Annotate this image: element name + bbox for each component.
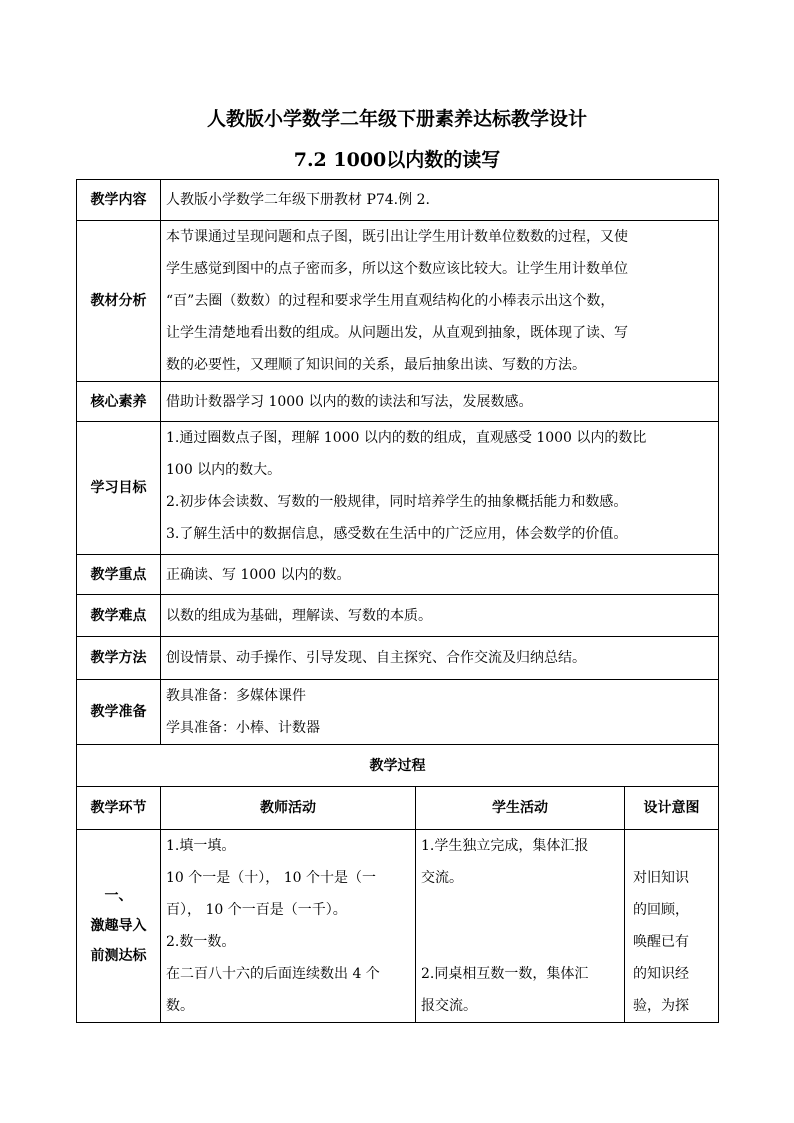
text-line — [421, 894, 619, 926]
text-line: 报交流。 — [421, 998, 477, 1014]
text-line: 2.数一数。 — [166, 934, 236, 950]
text-line: 百）， 10 个一百是（一千）。 — [166, 902, 347, 918]
row-prep — [77, 680, 719, 745]
lesson-plan-table — [76, 179, 719, 1023]
row-key — [77, 555, 719, 595]
design-purpose — [625, 830, 719, 1023]
text-line: 1.通过圈数点子图，理解 1000 以内的数的组成，直观感受 1000 以内的数比 — [166, 430, 647, 446]
row-method — [77, 637, 719, 680]
text-line: 教具准备：多媒体课件 — [166, 688, 306, 704]
column-header: 设计意图 — [625, 787, 719, 830]
literacy-text: 借助计数器学习 1000 以内的数的读法和写法，发展数感。 — [161, 382, 719, 422]
row-label: 学习目标 — [77, 422, 161, 555]
text-line: 1.填一填。 — [166, 838, 236, 854]
row-goals — [77, 422, 719, 555]
analysis-text — [161, 221, 719, 382]
text-line: 交流。 — [421, 870, 463, 886]
process-header-row — [77, 787, 719, 830]
text-line: 的回顾， — [633, 902, 689, 918]
row-label: 教材分析 — [77, 221, 161, 382]
method-text: 创设情景、动手操作、引导发现、自主探究、合作交流及归纳总结。 — [161, 637, 719, 680]
prep-text — [161, 680, 719, 745]
text-line: 10 个一是（十）， 10 个十是（一 — [166, 870, 376, 886]
row-analysis — [77, 221, 719, 382]
row-label: 教学难点 — [77, 595, 161, 637]
text-line — [421, 926, 619, 958]
goals-text — [161, 422, 719, 555]
difficulty-text: 以数的组成为基础，理解读、写数的本质。 — [161, 595, 719, 637]
text-line: 激趣导入 — [90, 918, 147, 934]
text-line — [633, 830, 710, 862]
row-label: 教学准备 — [77, 680, 161, 745]
text-line: 2.初步体会读数、写数的一般规律，同时培养学生的抽象概括能力和数感。 — [166, 494, 628, 510]
column-header: 教学环节 — [77, 787, 161, 830]
stage-name — [77, 830, 161, 1023]
text-line: 数。 — [166, 998, 194, 1014]
document-title: 人教版小学数学二年级下册素养达标教学设计 — [206, 108, 587, 130]
text-line: 验，为探 — [633, 998, 689, 1014]
text-line: 对旧知识 — [633, 870, 689, 886]
text-line: 的知识经 — [633, 966, 689, 982]
row-label: 教学内容 — [77, 180, 161, 221]
text-line: 一、 — [104, 888, 133, 904]
teacher-activity — [161, 830, 416, 1023]
text-line: 让学生清楚地看出数的组成。从问题出发，从直观到抽象，既体现了读、写 — [166, 325, 628, 341]
text-line: 1.学生独立完成，集体汇报 — [421, 838, 589, 854]
column-header: 教师活动 — [161, 787, 416, 830]
row-content — [77, 180, 719, 221]
content-text: 人教版小学数学二年级下册教材 P74.例 2. — [161, 180, 719, 221]
process-row-stage1 — [77, 830, 719, 1023]
text-line: 本节课通过呈现问题和点子图，既引出让学生用计数单位数数的过程，又使 — [166, 229, 628, 245]
text-line: 2.同桌相互数一数，集体汇 — [421, 966, 589, 982]
key-text: 正确读、写 1000 以内的数。 — [161, 555, 719, 595]
row-label: 教学重点 — [77, 555, 161, 595]
column-header: 学生活动 — [416, 787, 625, 830]
text-line: 唤醒已有 — [633, 934, 689, 950]
row-label: 核心素养 — [77, 382, 161, 422]
text-line: 数的必要性，又理顺了知识间的关系，最后抽象出读、写数的方法。 — [166, 357, 586, 373]
process-heading: 教学过程 — [77, 745, 719, 787]
row-difficulty — [77, 595, 719, 637]
lesson-title: 7.2 1000以内数的读写 — [293, 149, 501, 171]
text-line: 学具准备：小棒、计数器 — [166, 720, 320, 736]
text-line: 学生感觉到图中的点子密而多，所以这个数应该比较大。让学生用计数单位 — [166, 261, 628, 277]
text-line: “百”去圈（数数）的过程和要求学生用直观结构化的小棒表示出这个数， — [166, 293, 615, 309]
text-line: 在二百八十六的后面连续数出 4 个 — [166, 966, 380, 982]
text-line: 前测达标 — [90, 948, 147, 964]
text-line: 100 以内的数大。 — [166, 462, 282, 478]
row-literacy — [77, 382, 719, 422]
text-line: 3.了解生活中的数据信息，感受数在生活中的广泛应用，体会数学的价值。 — [166, 526, 628, 542]
process-heading-row — [77, 745, 719, 787]
row-label: 教学方法 — [77, 637, 161, 680]
student-activity — [416, 830, 625, 1023]
